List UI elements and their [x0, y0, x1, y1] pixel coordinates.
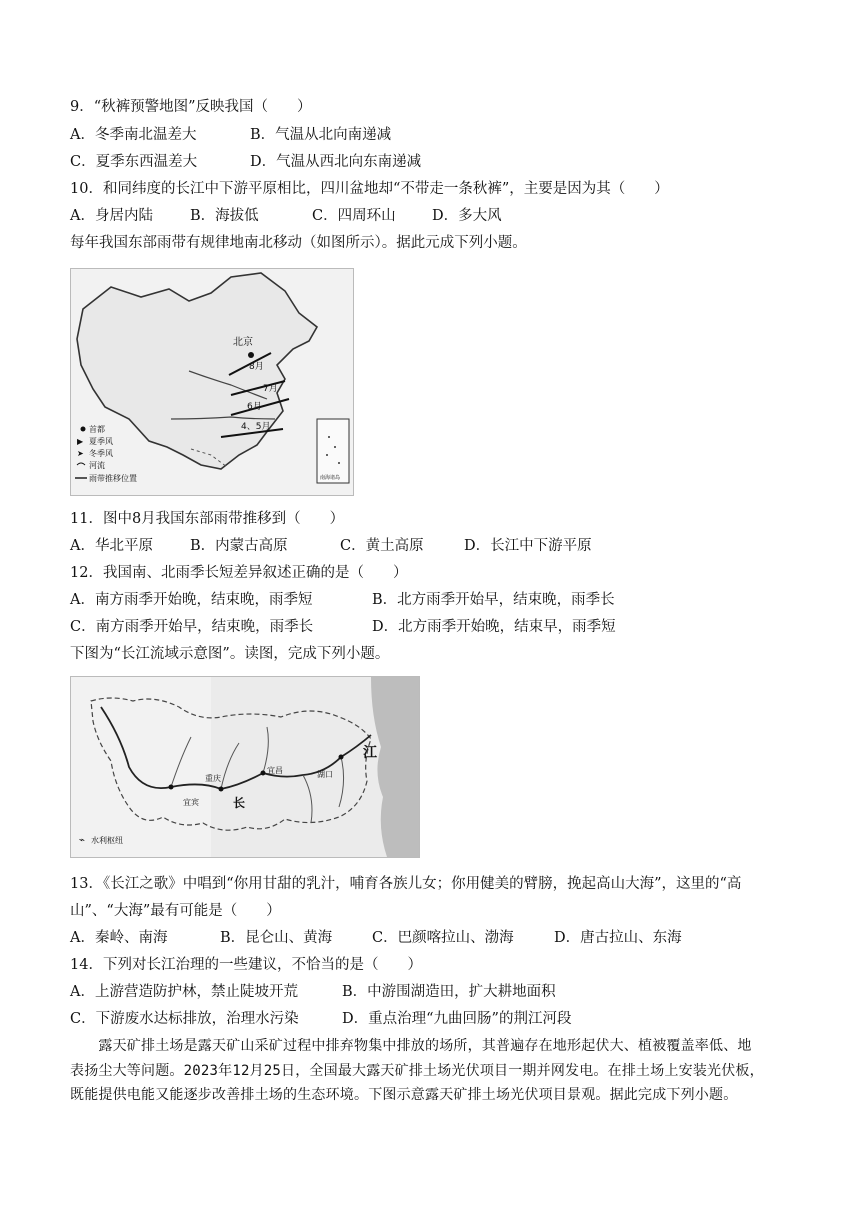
question-11-option-d: D．长江中下游平原	[464, 538, 592, 554]
legend-summer-monsoon: 夏季风	[89, 437, 113, 446]
beijing-label: 北京	[233, 337, 253, 348]
question-10-option-c: C．四周环山	[312, 208, 396, 224]
label-april-may: 4、5月	[241, 422, 271, 432]
passage-line-2: 表扬尘大等问题。2023年12月25日，全国最大露天矿排土场光伏项目一期并网发电。在排土场上安装光伏板，	[70, 1062, 764, 1079]
question-10-stem: 10．和同纬度的长江中下游平原相比，四川盆地却“不带走一条秋裤”，主要是因为其（ ）	[70, 181, 669, 197]
question-12-option-b: B．北方雨季开始早，结束晚，雨季长	[372, 592, 615, 608]
passage-line-1: 露天矿排土场是露天矿山采矿过程中排弃物集中排放的场所，其普遍存在地形起伏大、植被覆盖率低、地	[70, 1038, 752, 1054]
intro-yangtze: 下图为“长江流域示意图”。读图，完成下列小题。	[70, 646, 390, 662]
label-yibin: 宜宾	[183, 798, 199, 807]
legend-rainbelt: 雨带推移位置	[89, 474, 137, 483]
label-yichang: 宜昌	[267, 766, 283, 775]
question-12-option-c: C．南方雨季开始早，结束晚，雨季长	[70, 619, 314, 635]
question-14-option-d: D．重点治理“九曲回肠”的荆江河段	[342, 1011, 572, 1027]
legend-capital-icon	[81, 427, 86, 432]
question-11-option-a: A．华北平原	[70, 538, 153, 554]
inset-label: 南海诸岛	[320, 475, 341, 481]
question-14-option-a: A．上游营造防护林，禁止陡坡开荒	[70, 984, 298, 1000]
legend-dam: 水利枢纽	[91, 836, 123, 845]
question-11-option-c: C．黄土高原	[340, 538, 424, 554]
question-11-stem: 11．图中8月我国东部雨带推移到（ ）	[70, 511, 345, 527]
question-14-option-c: C．下游废水达标排放，治理水污染	[70, 1011, 299, 1027]
question-11-option-b: B．内蒙古高原	[190, 538, 288, 554]
question-9-option-d: D．气温从西北向东南递减	[250, 154, 422, 170]
legend-winter-monsoon: 冬季风	[89, 449, 113, 458]
question-9-option-c: C．夏季东西温差大	[70, 154, 198, 170]
question-13-stem-line-1: 13．《长江之歌》中唱到“你用甘甜的乳汁，哺育各族儿女；你用健美的臂膀，挽起高山大海”，这里的“高	[70, 876, 742, 892]
question-10-option-a: A．身居内陆	[70, 208, 153, 224]
question-9-option-b: B．气温从北向南递减	[250, 127, 392, 143]
question-13-option-c: C．巴颜喀拉山、渤海	[372, 930, 514, 946]
question-12-option-a: A．南方雨季开始晚，结束晚，雨季短	[70, 592, 313, 608]
question-13-option-d: D．唐古拉山、东海	[554, 930, 682, 946]
china-outline	[77, 273, 317, 469]
question-13-option-a: A．秦岭、南海	[70, 930, 168, 946]
legend-dam-icon: ⌁	[79, 835, 86, 846]
label-august: 8月	[249, 362, 264, 372]
label-hukou: 湖口	[317, 770, 333, 779]
capital-marker	[248, 352, 254, 358]
yangtze-basin-map	[70, 676, 420, 858]
label-chang: 长	[233, 796, 246, 810]
question-9-option-a: A．冬季南北温差大	[70, 127, 197, 143]
legend-capital: 首都	[89, 425, 105, 434]
question-13-option-b: B．昆仑山、黄海	[220, 930, 333, 946]
question-9-stem: 9．“秋裤预警地图”反映我国（ ）	[70, 99, 312, 115]
legend-river-icon	[77, 463, 85, 465]
label-july: 7月	[263, 384, 278, 394]
question-13-stem-line-2: 山”、“大海”最有可能是（ ）	[70, 903, 281, 919]
svg-text:➤: ➤	[77, 449, 84, 458]
intro-rain-belt: 每年我国东部雨带有规律地南北移动（如图所示）。据此元成下列小题。	[70, 235, 527, 251]
svg-text:▶: ▶	[77, 437, 84, 446]
rain-belt-map	[70, 268, 354, 496]
question-12-stem: 12．我国南、北雨季长短差异叙述正确的是（ ）	[70, 565, 408, 581]
legend-river: 河流	[89, 461, 105, 470]
label-jiang: 江	[363, 745, 377, 761]
passage-line-3: 既能提供电能又能逐步改善排土场的生态环境。下图示意露天矿排土场光伏项目景观。据此完成下列小题。	[70, 1087, 738, 1103]
question-10-option-d: D．多大风	[432, 208, 502, 224]
question-14-stem: 14．下列对长江治理的一些建议，不恰当的是（ ）	[70, 957, 422, 973]
question-12-option-d: D．北方雨季开始晚，结束早，雨季短	[372, 619, 616, 635]
label-june: 6月	[247, 402, 262, 412]
south-china-sea-inset	[317, 419, 349, 483]
label-chongqing: 重庆	[205, 774, 221, 783]
question-14-option-b: B．中游围湖造田，扩大耕地面积	[342, 984, 556, 1000]
passage-mine-dump	[70, 1034, 792, 1108]
question-10-option-b: B．海拔低	[190, 208, 259, 224]
